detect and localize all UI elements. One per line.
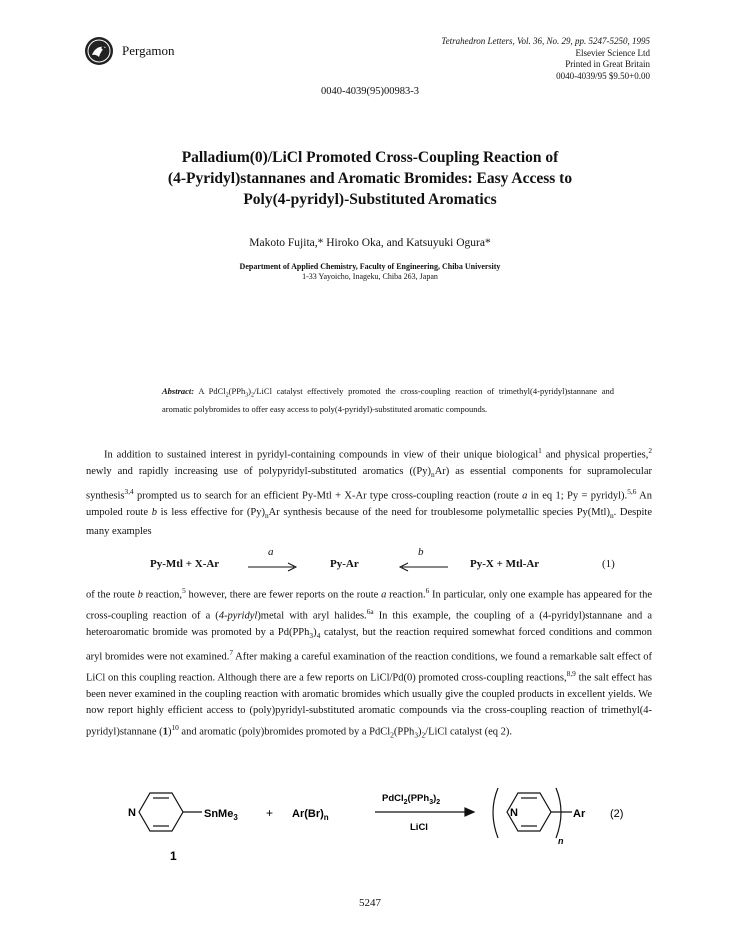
snme-label: SnMe (204, 808, 234, 820)
text-bold: 1 (162, 726, 168, 738)
text: )metal with aryl halides. (257, 610, 367, 622)
text: of the route (86, 589, 138, 601)
catalyst-end: ) (433, 793, 437, 804)
text: Ar synthesis because of the need for troublesome polymetallic species Py(Mtl) (268, 506, 610, 518)
ref: 5 (182, 586, 186, 595)
eq1-route-b-label: b (418, 546, 424, 558)
text-italic: 4-pyridyl (218, 610, 258, 622)
title-line-1: Palladium(0)/LiCl Promoted Cross-Coupling Reaction of (181, 149, 559, 166)
svg-text:PdCl2(PPh3)2 (382, 793, 440, 806)
text: . Despite many examples (86, 506, 653, 538)
plus-sign: + (266, 806, 274, 820)
title-line-2: (4-Pyridyl)stannanes and Aromatic Bromides: Easy Access to (167, 170, 573, 187)
text-italic: b (137, 589, 143, 601)
ref: 2 (648, 446, 652, 455)
equation-2-scheme (120, 778, 680, 868)
abstract-sub: 2 (225, 392, 229, 399)
abstract-text: ) (248, 386, 252, 396)
article-doi: 0040-4039(95)00983-3 (321, 86, 419, 97)
eq1-route-a-label: a (268, 546, 274, 558)
catalyst-sub: 2 (436, 799, 441, 806)
text-italic: a (381, 589, 387, 601)
subscript: n (265, 510, 269, 520)
subscript: n (431, 470, 435, 480)
affiliation-line-1: Department of Applied Chemistry, Faculty of Engineering, Chiba University (239, 262, 501, 271)
title-line-3: Poly(4-pyridyl)-Substituted Aromatics (243, 191, 497, 208)
text: reaction. (386, 589, 426, 601)
reaction-arrow-icon (375, 808, 474, 816)
catalyst-pdcl: PdCl (382, 793, 404, 804)
text-italic: b (151, 506, 157, 518)
subscript: 4 (316, 631, 321, 641)
abstract-text: /LiCl catalyst effectively promoted the cross-coupling reaction of trimethyl(4-pyridyl)stannane and aromatic polybromides to offer easy access to poly(4-pyridyl)-substituted aromatic compounds. (162, 386, 615, 414)
journal-price: 0040-4039/95 $9.50+0.00 (556, 70, 650, 81)
catalyst-pph: (PPh (407, 793, 430, 804)
eq1-number: (1) (602, 558, 615, 570)
affiliation-line-2: 1-33 Yayoicho, Inageku, Chiba 263, Japan (302, 272, 438, 281)
text: and aromatic (poly)bromides promoted by a PdCl (178, 726, 391, 738)
abstract-text: (PPh (228, 386, 246, 396)
article-title (80, 147, 660, 210)
eq1-reagents: Py-X + Mtl-Ar (470, 558, 540, 570)
catalyst-sub: 2 (403, 799, 408, 806)
text: ) (167, 726, 172, 738)
journal-info (441, 36, 650, 82)
subscript: 2 (390, 730, 394, 740)
snme-subscript: 3 (233, 813, 238, 822)
ref: 5,6 (627, 486, 637, 496)
equation-1 (0, 546, 740, 578)
eq1-arrow-right-icon (248, 562, 298, 572)
pergamon-logo-icon (84, 36, 114, 66)
subscript: n (609, 510, 614, 520)
text: newly and rapidly increasing use of polypyridyl-substituted aromatics ((Py) (86, 466, 432, 477)
product-n-atom: N (510, 807, 518, 819)
text: In addition to sustained interest in pyridyl-containing compounds in view of their unique biological (104, 449, 539, 461)
page-number: 5247 (359, 897, 381, 909)
body-paragraph-1 (86, 443, 652, 541)
ref: 1 (538, 446, 542, 455)
subscript: 3 (414, 730, 418, 740)
arbr-subscript: n (323, 813, 329, 822)
publisher-block (84, 36, 174, 66)
journal-citation: Tetrahedron Letters, Vol. 36, No. 29, pp. 5247-5250, 1995 (441, 36, 650, 46)
body-paragraph-2 (86, 583, 652, 744)
publisher-name: Pergamon (122, 43, 175, 58)
text: is less effective for (Py) (156, 506, 265, 518)
abstract (162, 385, 614, 416)
text: /LiCl catalyst (eq 2). (425, 726, 513, 738)
text: ) (313, 627, 317, 638)
ref: 3,4 (124, 486, 134, 496)
abstract-text: A PdCl (198, 386, 226, 396)
text: ) (417, 726, 422, 738)
text: reaction, (142, 589, 183, 601)
product-ar-label: Ar (573, 808, 586, 820)
eq1-arrow-left-icon (398, 562, 448, 572)
product-n-subscript: n (558, 836, 564, 846)
text: prompted us to search for an efficient Py-Mtl + X-Ar type cross-coupling reaction (route (133, 490, 523, 502)
ref: 6a (366, 607, 374, 616)
eq2-number: (2) (610, 808, 624, 820)
text: the salt effect has been never examined in the coupling reaction with aromatic bromides which usually give the coupled products in excellent yields. We now report highly efficient access to (poly)pyridyl-substituted aromatic compounds via the cross-coupling reaction of trimethyl(4-pyridyl)stannane ( (86, 672, 653, 738)
abstract-label: Abstract: (162, 386, 195, 396)
text: An umpoled route (86, 490, 652, 518)
text: Ar) as essential components for supramolecular synthesis (86, 466, 652, 502)
subscript: 2 (421, 730, 426, 740)
text: however, there are fewer reports on the route (185, 589, 382, 601)
eq1-product: Py-Ar (330, 558, 359, 570)
catalyst-licl: LiCl (410, 822, 428, 833)
svg-text:Ar(Br)n (292, 808, 329, 822)
abstract-sub: 2 (251, 392, 254, 399)
catalyst-sub: 3 (429, 799, 434, 806)
eq1-reactants: Py-Mtl + X-Ar (150, 558, 220, 570)
svg-text:SnMe3 (204, 808, 238, 822)
compound-number-label: 1 (170, 849, 177, 863)
text: and physical properties, (541, 449, 649, 461)
ref: 8,9 (566, 668, 576, 678)
journal-printed: Printed in Great Britain (565, 59, 650, 69)
n-atom-label: N (128, 807, 136, 819)
text: catalyst, but the reaction required somewhat forced conditions and common aryl bromides were not examined. (86, 627, 653, 663)
reaction-scheme-drawing (120, 778, 680, 868)
text: In particular, only one example has appeared for the cross-coupling reaction of a ( (86, 589, 653, 622)
authors: Makoto Fujita,* Hiroko Oka, and Katsuyuki Ogura* (249, 237, 491, 249)
text: in eq 1; Py = pyridyl). (527, 490, 628, 502)
text-italic: a (522, 490, 528, 502)
journal-publisher: Elsevier Science Ltd (575, 47, 650, 58)
ref: 6 (425, 586, 430, 595)
text: After making a careful examination of the reaction conditions, we found a remarkable salt effect of LiCl on this coupling reaction. Although there are a few reports on LiCl/Pd(0) promoted cross-coupling reactions, (86, 651, 652, 684)
arbr-label: Ar(Br) (292, 808, 324, 820)
ref: 7 (229, 647, 234, 657)
pyridine-ring-product (493, 788, 572, 838)
affiliation (0, 262, 740, 282)
text: (PPh (393, 726, 415, 738)
text: In this example, the coupling of a (4-pyridyl)stannane and a heteroaromatic bromide was promoted by a Pd(PPh (86, 610, 652, 638)
ref: 10 (171, 722, 179, 732)
subscript: 3 (309, 631, 314, 641)
abstract-sub: 3 (245, 392, 249, 399)
pyridine-ring-reactant (139, 793, 202, 831)
